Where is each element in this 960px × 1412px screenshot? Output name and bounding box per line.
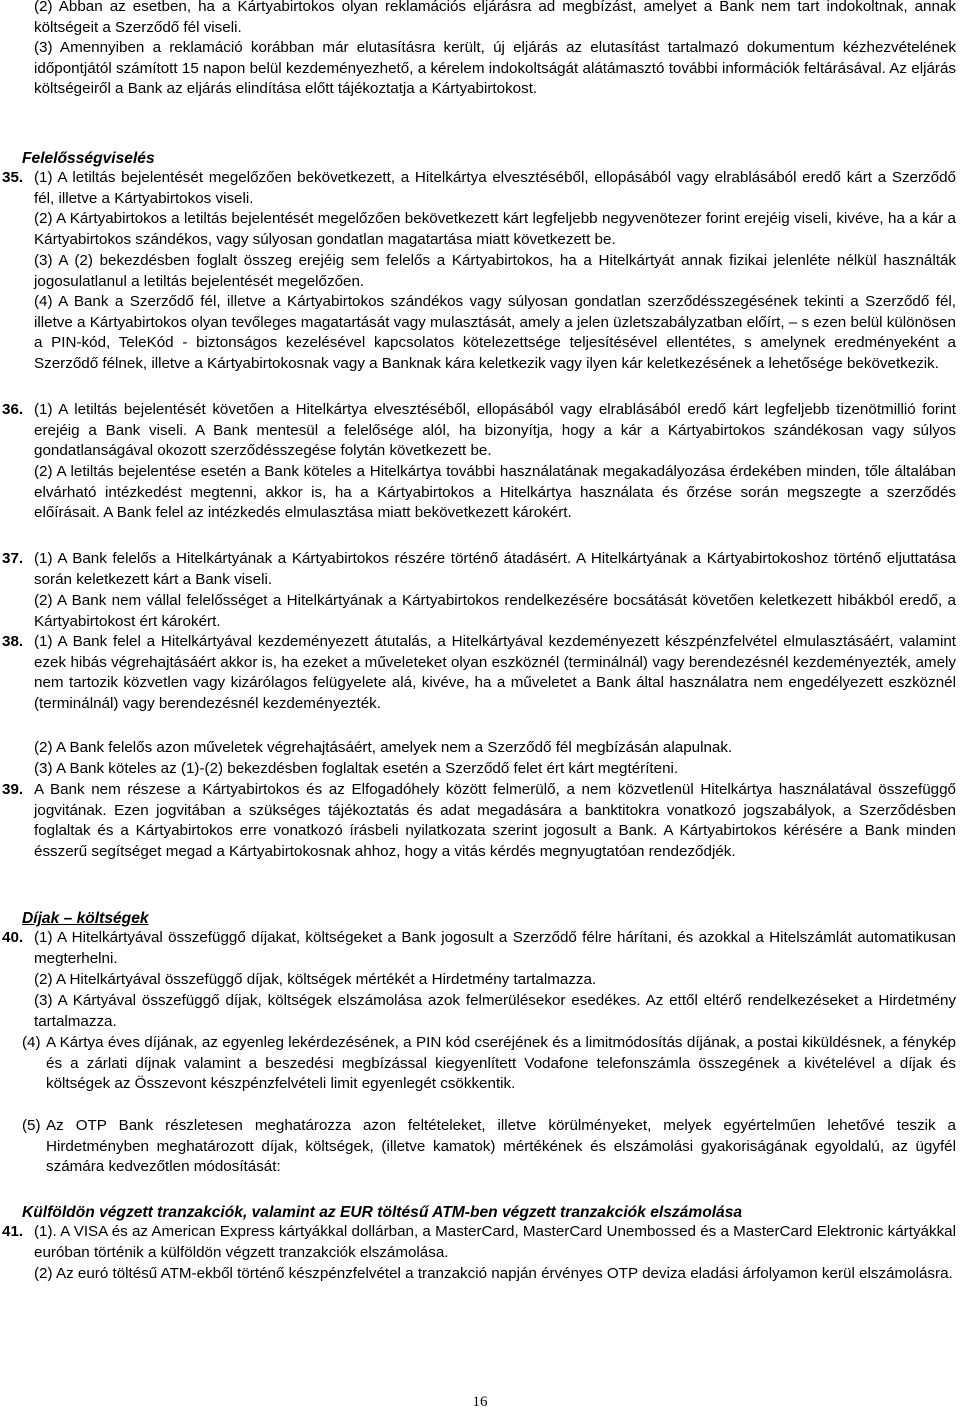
paragraph-38-3: (3) A Bank köteles az (1)-(2) bekezdésben foglaltak esetén a Szerződő felet ért kárt megtéríteni. (34, 760, 679, 777)
section-heading-dijak-koltsegek: Díjak – költségek (22, 910, 149, 927)
item-text: A Kártya éves díjának, az egyenleg lekérdezésének, a PIN kód cseréjének és a limitmódosítás díjának, a postai kiküldésnek, a fénykép és a zárlati díjnak valamint a beszedési megbízással kiegyenlített Vodafone telefonszámla összegének a kivételével a díjak és költségek az Összevont készpénzfelvételi limit egyenlegét csökkentik. (46, 1034, 956, 1093)
paragraph-40-2: (2) A Hitelkártyával összefüggő díjak, költségek mértékét a Hirdetmény tartalmazza. (34, 971, 597, 988)
paragraph-35-4: (4) A Bank a Szerződő fél, illetve a Kártyabirtokos szándékos vagy súlyosan gondatlan szerződésszegésének tekinti a Szerződő fél, illetve a Kártyabirtokos olyan tevőleges magatartását vagy mulasztását, amely a jelen üzletszabályzatban előírt, – s ezen belül különösen a PIN-kód, TeleKód - biztonságos kezelésével kapcsolatos kötelezettsége teljesítésével ellentétes, s amelynek eredményeként a Szerződő félnek, illetve a Kártyabirtokosnak vagy a Banknak kára keletkezik vagy ilyen kár keletkezésének a lehetősége bekövetkezik. (34, 293, 956, 372)
paragraph-39: A Bank nem részese a Kártyabirtokos és az Elfogadóhely között felmerülő, a nem közvetlenül Hitelkártya használatával összefüggő jogvitának. Ezen jogvitában a szükséges tájékoztatás és adat megadására a banktitokra vonatkozó jogszabályok, a Szerződésben foglaltak és a Kártyabirtokos erre vonatkozó írásbeli nyilatkozata szerint jogosult a Bank. A Kártyabirtokos kérésére a Bank minden ésszerű segítséget megad a Kártyabirtokosnak ahhoz, hogy a vitás kérdés megnyugtatóan rendeződjék. (34, 781, 956, 860)
paragraph-40-3: (3) A Kártyával összefüggő díjak, költségek elszámolása azok felmerülésekor esedékes. Az ettől eltérő rendelkezéseket a Hirdetmény tartalmazza. (34, 992, 956, 1030)
item-text: Az OTP Bank részletesen meghatározza azon feltételeket, illetve körülményeket, melyek egyértelműen lehetővé teszik a Hirdetményben meghatározott díjak, költségek, (illetve kamatok) mértékének és elszámolási gyakoriságának egyoldalú, az ügyfél számára kedvezőtlen módosítását: (46, 1117, 956, 1176)
paragraph-40-5 (22, 1116, 956, 1178)
paragraph-38-2: (2) A Bank felelős azon műveletek végrehajtásáért, amelyek nem a Szerződő fél megbízásán alapulnak. (34, 739, 733, 756)
paragraph-35-2: (2) A Kártyabirtokos a letiltás bejelentését megelőzően bekövetkezett kárt legfeljebb negyvenötezer forint erejéig viseli, kivéve, ha a kár a Kártyabirtokos szándékos, vagy súlyosan gondatlan magatartása miatt következett be. (34, 210, 956, 248)
section-heading-kulfoldi-tranzakciok: Külföldön végzett tranzakciók, valamint az EUR töltésű ATM-ben végzett tranzakciók elszámolása (22, 1204, 743, 1221)
paragraph-34-3: (3) Amennyiben a reklamáció korábban már elutasításra került, új eljárás az elutasítást tartalmazó dokumentum kézhezvételének időpontjától számított 15 napon belül kezdeményezhető, a kérelem indokoltságát alátámasztó további információk feltárásával. Az eljárás költségeiről a Bank az eljárás elindítása előtt tájékoztatja a Kártyabirtokost. (34, 39, 956, 98)
paragraph-41-1: (1). A VISA és az American Express kártyákkal dollárban, a MasterCard, MasterCard Unembossed és a MasterCard Elektronic kártyákkal euróban történik a külföldön végzett tranzakciók elszámolása. (34, 1223, 956, 1261)
paragraph-37-2: (2) A Bank nem vállal felelősséget a Hitelkártyának a Kártyabirtokos rendelkezésére bocsátását követően keletkezett hibákból eredő, a Kártyabirtokost ért károkért. (34, 592, 956, 630)
page-number: 16 (472, 1394, 488, 1410)
paragraph-40-1: (1) A Hitelkártyával összefüggő díjakat, költségeket a Bank jogosult a Szerződő félre hárítani, és azokkal a Hitelszámlát automatikusan megterhelni. (34, 929, 956, 967)
paragraph-35-3: (3) A (2) bekezdésben foglalt összeg erejéig sem felelős a Kártyabirtokos, ha a Hitelkártyát annak fizikai jelenléte nélkül használták jogosulatlanul a letiltás bejelentését megelőzően. (34, 252, 956, 290)
paragraph-40-4 (22, 1033, 956, 1095)
paragraph-36-2: (2) A letiltás bejelentése esetén a Bank köteles a Hitelkártya további használatának megakadályozása érdekében minden, tőle általában elvárható intézkedést megtenni, akkor is, ha a Kártyabirtokos a Hitelkártya használata és őrzése során megszegte a szerződés előírásait. A Bank felel az intézkedés elmulasztása miatt bekövetkezett károkért. (34, 463, 956, 522)
paragraph-41-2: (2) Az euró töltésű ATM-ekből történő készpénzfelvétel a tranzakció napján érvényes OTP deviza eladási árfolyamon kerül elszámolásra. (34, 1265, 953, 1282)
paragraph-35-1: (1) A letiltás bejelentését megelőzően bekövetkezett, a Hitelkártya elvesztéséből, ellopásából vagy elrablásából eredő kárt a Szerződő fél, illetve a Kártyabirtokos viseli. (34, 169, 956, 207)
paragraph-38-1: (1) A Bank felel a Hitelkártyával kezdeményezett átutalás, a Hitelkártyával kezdeményezett készpénzfelvétel elmulasztásáért, valamint ezek hibás végrehajtásáért akkor is, ha ezeket a műveleteket olyan eszköznél (terminálnál) vagy berendezésnél kezdeményezték, amely nem tartozik közvetlen vagy kizárólagos felügyelete alá, kivéve, ha a műveletet a Bank által használatra nem engedélyezett eszköznél (terminálnál) vagy berendezésnél kezdeményezték. (34, 633, 956, 712)
item-label: (5) (22, 1117, 41, 1134)
paragraph-36-1: (1) A letiltás bejelentését követően a Hitelkártya elvesztéséből, ellopásából vagy elrablásából eredő kárt legfeljebb tizenötmillió forint erejéig a Bank viseli. A Bank mentesül a felelősége alól, ha bizonyítja, hogy a kár a Kártyabirtokos szándékosan vagy súlyos gondatlanságával okozott szerződésszegése folytán következett be. (34, 401, 956, 460)
paragraph-37-1: (1) A Bank felelős a Hitelkártyának a Kártyabirtokos részére történő átadásért. A Hitelkártyának a Kártyabirtokoshoz történő eljuttatása során keletkezett kárt a Bank viseli. (34, 550, 956, 588)
paragraph-34-2: (2) Abban az esetben, ha a Kártyabirtokos olyan reklamációs eljárásra ad megbízást, amelyet a Bank nem tart indokoltnak, annak költségeit a Szerződő fél viseli. (34, 0, 956, 36)
section-heading-felelossegviseles: Felelősségviselés (22, 150, 155, 167)
item-label: (4) (22, 1034, 41, 1051)
